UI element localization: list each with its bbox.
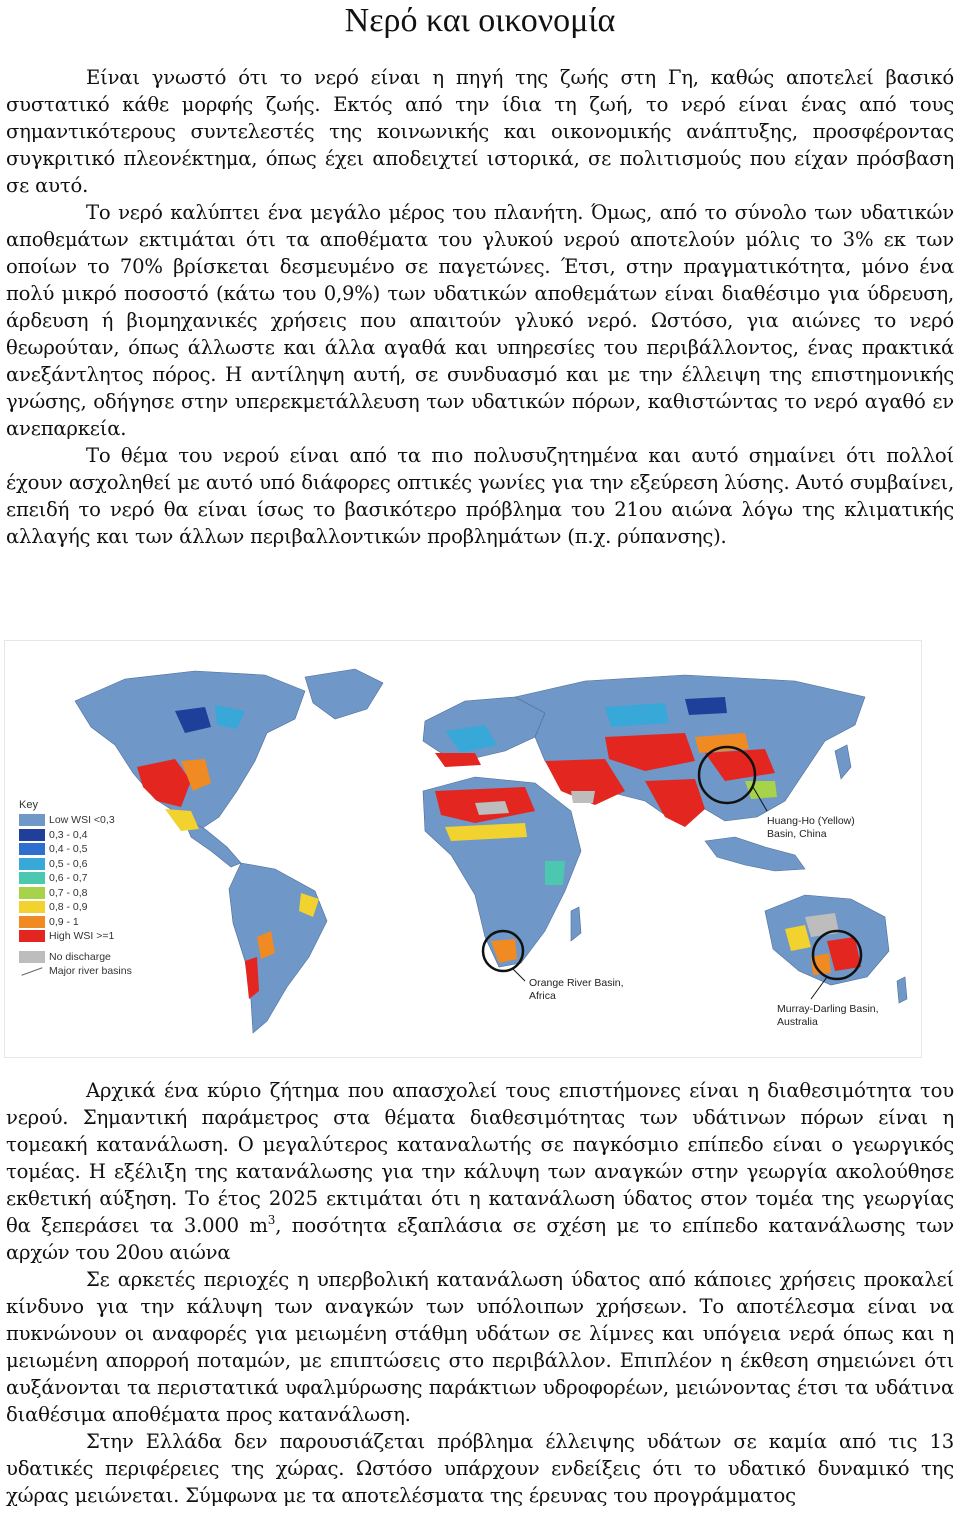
land-south-america [229, 863, 327, 1033]
legend-item [19, 828, 159, 843]
paragraph: Το θέμα του νερού είναι από τα πιο πολυσυζητημένα και αυτό σημαίνει ότι πολλοί έχουν ασχοληθεί με αυτό υπό διάφορες οπτικές γωνίες για την εξεύρεση λύσης. Αυτό συμβαίνει, επειδή το νερό θα είναι ίσως το βασικότερο πρόβλημα του 21ου αιώνα λόγω της κλιματικής αλλαγής και των άλλων περιβαλλοντικών προβλημάτων (π.χ. ρύπανσης). [6, 444, 954, 548]
legend-label: No discharge [49, 950, 111, 963]
legend-swatch [19, 829, 45, 841]
map-legend [19, 799, 159, 979]
land-greenland [305, 669, 383, 719]
legend-item [19, 900, 159, 915]
legend-label: 0,3 - 0,4 [49, 828, 88, 841]
legend-item [19, 915, 159, 930]
legend-item [19, 813, 159, 828]
superscript: 3 [267, 1213, 276, 1227]
paragraph: Σε αρκετές περιοχές η υπερβολική κατανάλωση ύδατος από κάποιες χρήσεις προκαλεί κίνδυνο για την κάλυψη των αναγκών των υπόλοιπων χρήσεων. Το αποτέλεσμα είναι να πυκνώνουν οι αναφορές για μειωμένη στάθμη υδάτων σε λίμνες και υπόγεια νερά όπως και η μειωμένη απορροή ποταμών, με επιπτώσεις στο περιβάλλον. Επιπλέον η έκθεση σημειώνει ότι αυξάνονται τα περιστατικά υφαλμύρωσης παράκτιων υδροφορέων, μειώνοντας έτσι τα υδάτινα διαθέσιμα αποθέματα προς κατανάλωση. [6, 1268, 954, 1426]
legend-label: 0,5 - 0,6 [49, 857, 88, 870]
land-japan [835, 745, 851, 779]
legend-swatch [19, 843, 45, 855]
legend-title: Key [19, 799, 38, 811]
legend-label: 0,7 - 0,8 [49, 886, 88, 899]
legend-label: Major river basins [49, 965, 132, 978]
legend-label: 0,6 - 0,7 [49, 872, 88, 885]
murray-darling-basin-label: Murray-Darling Basin, Australia [777, 1003, 879, 1028]
main-text-block [6, 1077, 954, 1509]
legend-swatch [19, 887, 45, 899]
paragraph: Είναι γνωστό ότι το νερό είναι η πηγή της ζωής στη Γη, καθώς αποτελεί βασικό συστατικό κάθε μορφής ζωής. Εκτός από την ίδια τη ζωή, το νερό είναι ένας από τους σημαντικότερους συντελεστές της κοινωνικής και οικονομικής ανάπτυξης, προσφέροντας συγκριτικό πλεονέκτημα, όπως έχει αποδειχτεί ιστορικά, σε πολιτισμούς που είχαν πρόσβαση σε αυτό. [6, 66, 954, 197]
legend-item [19, 871, 159, 886]
paragraph: Στην Ελλάδα δεν παρουσιάζεται πρόβλημα έλλειψης υδάτων σε καμία από τις 13 υδατικές περιφέρειες της χώρας. Ωστόσο υπάρχουν ενδείξεις ότι το υδατικό δυναμικό της χώρας μειώνεται. Σύμφωνα με τα αποτελέσματα της έρευνας του προγράμματος [6, 1430, 954, 1507]
legend-label: 0,8 - 0,9 [49, 901, 88, 914]
land-madagascar [571, 907, 581, 941]
stress-siberia-2 [685, 697, 727, 715]
legend-swatch [19, 858, 45, 870]
murray-darling-callout [811, 977, 827, 999]
paragraph: Το νερό καλύπτει ένα μεγάλο μέρος του πλανήτη. Όμως, από το σύνολο των υδατικών αποθεμάτων εκτιμάται ότι τα αποθέματα του γλυκού νερού αποτελούν μόλις το 3% εκ των οποίων το 70% βρίσκεται δεσμευμένο σε παγετώνες. Έτσι, στην πραγματικότητα, μόνο ένα πολύ μικρό ποσοστό (κάτω του 0,9%) των υδατικών αποθεμάτων είναι διαθέσιμο για ύδρευση, άρδευση ή βιομηχανικές χρήσεις που απαιτούν γλυκό νερό. Ωστόσο, για αιώνες το νερό θεωρούταν, όπως άλλωστε και άλλα αγαθά και υπηρεσίες του περιβάλλοντος, ένας πρακτικά ανεξάντλητος πόρος. Η αντίληψη αυτή, σε συνδυασμό και με την έλλειψη της επιστημονικής γνώσης, οδήγησε στην υπερεκμετάλλευση των υδατικών πόρων, καθιστώντας το νερό αγαθό εν ανεπαρκεία. [6, 201, 954, 440]
stress-europe-south [435, 753, 481, 767]
stress-south-africa [491, 939, 517, 963]
legend-label: Low WSI <0,3 [49, 814, 115, 827]
legend-label: 0,9 - 1 [49, 915, 79, 928]
orange-river-basin-label: Orange River Basin, Africa [529, 977, 624, 1002]
legend-label: High WSI >=1 [49, 930, 115, 943]
legend-item [19, 842, 159, 857]
no-discharge-swatch [19, 951, 45, 963]
legend-item [19, 857, 159, 872]
water-stress-world-map [4, 640, 922, 1058]
legend-label: 0,4 - 0,5 [49, 843, 88, 856]
no-discharge-sahara [475, 801, 509, 815]
stress-siberia [605, 703, 669, 727]
legend-item-river-basins [19, 964, 159, 979]
legend-item [19, 929, 159, 944]
legend-swatch [19, 916, 45, 928]
legend-item [19, 886, 159, 901]
legend-swatch [19, 901, 45, 913]
no-discharge-arabia [571, 791, 595, 803]
stress-east-africa [545, 861, 565, 885]
legend-item-no-discharge [19, 950, 159, 965]
no-discharge-australia [805, 913, 839, 937]
river-basin-line-icon [19, 965, 45, 977]
legend-swatch [19, 814, 45, 826]
huang-ho-basin-label: Huang-Ho (Yellow) Basin, China [767, 815, 855, 840]
land-new-zealand [897, 977, 907, 1003]
legend-scale [19, 813, 159, 944]
land-southeast-asia [705, 837, 805, 871]
intro-text-block [6, 64, 954, 550]
legend-swatch [19, 930, 45, 942]
legend-swatch [19, 872, 45, 884]
orange-river-callout [513, 969, 525, 981]
paragraph: Αρχικά ένα κύριο ζήτημα που απασχολεί τους επιστήμονες είναι η διαθεσιμότητα του νερού. Σημαντική παράμετρος στα θέματα διαθεσιμότητας των υδάτινων πόρων είναι η τομεακή κατανάλωση. Ο μεγαλύτερος καταναλωτής σε παγκόσμιο επίπεδο είναι ο γεωργικός τομέας. Η εξέλιξη της κατανάλωσης για την κάλυψη των αναγκών στην γεωργία ακολούθησε εκθετική αύξηση. Το έτος 2025 εκτιμάται ότι η κατανάλωση ύδατος στον τομέα της γεωργίας θα ξεπεράσει τα 3.000 $m^3$, ποσότητα εξαπλάσια σε σχέση με το επίπεδο κατανάλωσης των αρχών του 20ου αιώνα [6, 1079, 955, 1264]
page-title: Νερό και οικονομία [344, 2, 616, 39]
